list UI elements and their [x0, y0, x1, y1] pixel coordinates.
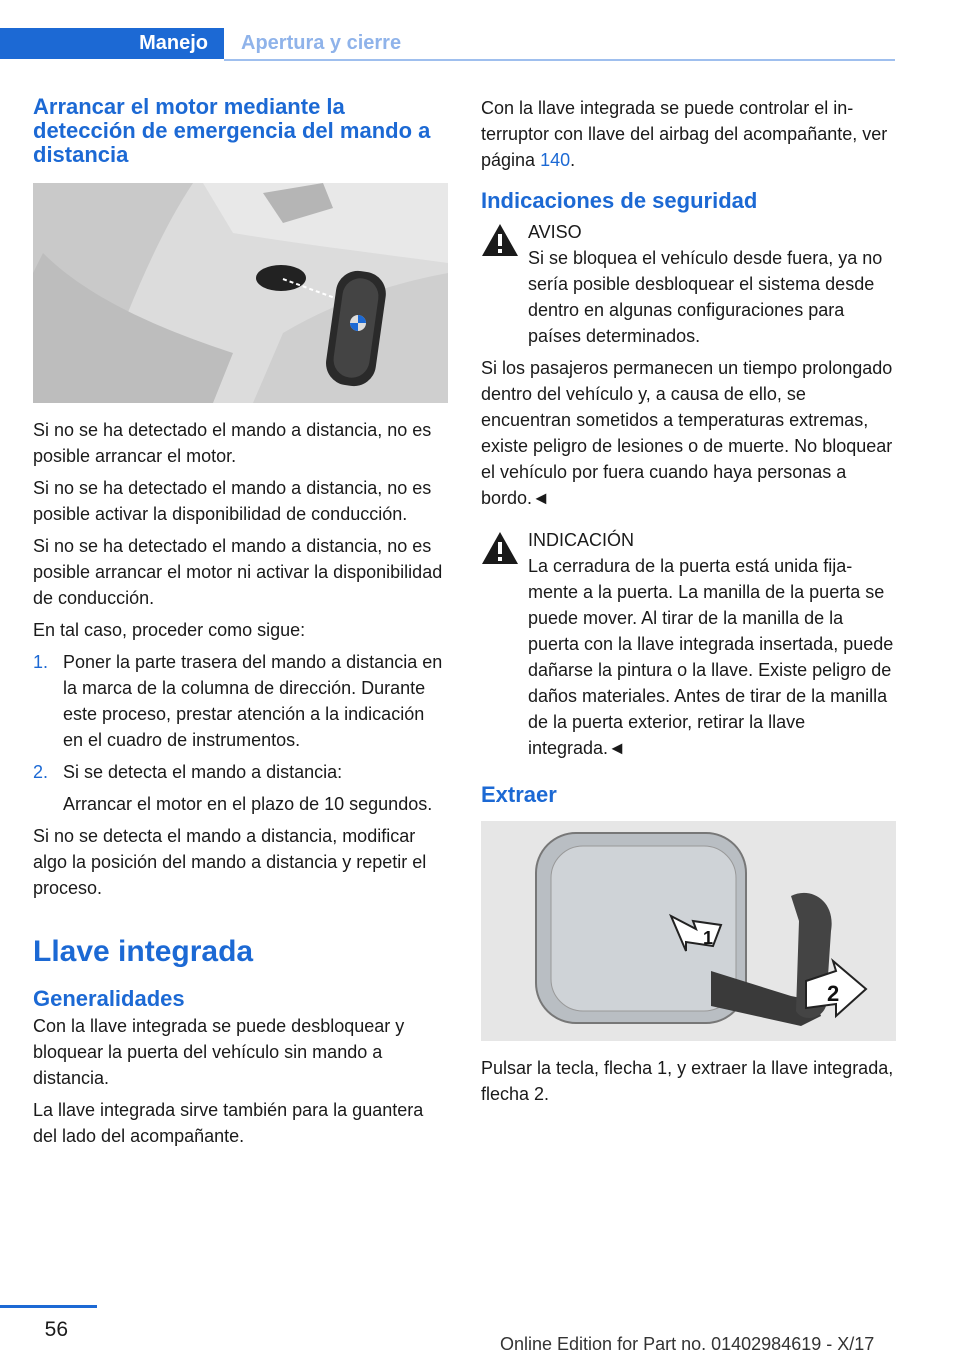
step-text: Poner la parte trasera del mando a distancia en la marca de la columna de dirección. Durante este proceso, prestar atención a la indicación en el cuadro de instrumentos. [63, 652, 443, 750]
page-number: 56 [44, 1318, 68, 1341]
step-number: 2. [33, 762, 49, 782]
chapter-header [0, 28, 895, 61]
right-column [481, 95, 896, 1113]
paragraph-text: . [570, 150, 576, 170]
paragraph: Si no se ha detectado el mando a distancia, no es posible arrancar el motor. [33, 420, 432, 466]
tab-manejo[interactable] [0, 28, 224, 59]
paragraph: En tal caso, proceder como sigue: [33, 620, 306, 640]
warning-text-first: Si se bloquea el vehículo desde fuera, ya no sería posible desbloquear el sistema desde dentro en algunas configuraciones para países determinados. [528, 248, 883, 346]
warning-title: AVISO [528, 222, 582, 242]
paragraph: Si no se detecta el mando a distancia, modificar algo la posición del mando a distancia y repetir el proceso. [33, 826, 427, 898]
paragraph-airbag [481, 95, 896, 173]
subsection-heading-generalidades: Generalidades [33, 986, 185, 1011]
tab-apertura-label[interactable]: Apertura y cierre [241, 32, 402, 54]
warning-block-indicacion [481, 527, 896, 761]
arrow-label-2: 2 [827, 981, 840, 1006]
paragraph: Con la llave integrada se puede desbloquear y bloquear la puerta del vehículo sin mando a distancia. [33, 1016, 405, 1088]
subsection-heading-extraer: Extraer [481, 782, 557, 807]
warning-triangle-icon [481, 223, 519, 257]
warning-title: INDICACIÓN [528, 530, 635, 550]
list-item [33, 759, 448, 817]
step-subtext: Arrancar el motor en el plazo de 10 segundos. [63, 794, 433, 814]
warning-block-aviso [481, 219, 896, 349]
header-rule [224, 59, 895, 61]
step-number: 1. [33, 652, 49, 672]
key-extraction-illustration [481, 821, 896, 1041]
step-text: Si se detecta el mando a distancia: [63, 762, 343, 782]
arrow-label-1: 1 [703, 928, 714, 948]
paragraph-text: Con la llave integrada se puede controlar el interruptor con llave del airbag del acompañante, ver página [481, 98, 888, 170]
footer-rule [0, 1305, 97, 1308]
steps-list [33, 649, 448, 817]
page-link-140[interactable]: 140 [540, 150, 571, 170]
steering-column-figure [33, 183, 448, 403]
key-extraction-figure [481, 821, 896, 1041]
tab-manejo-label: Manejo [139, 32, 208, 54]
paragraph: La llave integrada sirve también para la guantera del lado del acompañante. [33, 1100, 424, 1146]
subsection-heading-seguridad: Indicaciones de seguridad [481, 188, 758, 213]
paragraph: Si no se ha detectado el mando a distancia, no es posible activar la disponibilidad de conducción. [33, 478, 432, 524]
warning-triangle-icon [481, 531, 519, 565]
paragraph: Pulsar la tecla, flecha 1, y extraer la llave integrada, flecha 2. [481, 1058, 894, 1104]
edition-footer: Online Edition for Part no. 01402984619 - X/17 [500, 1334, 875, 1354]
steering-column-illustration [33, 183, 448, 403]
list-item [33, 649, 448, 753]
section-title-llave-integrada: Llave integrada [33, 935, 254, 968]
left-column [33, 95, 448, 1155]
section-heading-emergency-start: Arrancar el motor mediante la detección de emergencia del mando a distancia [33, 94, 431, 167]
warning-text: Si los pasajeros permanecen un tiempo prolongado dentro del vehículo y, a causa de ello, se encuentran sometidos a temperaturas extremas, existe peligro de lesiones o de muerte. No bloquear el vehículo por fuera cuando haya personas a bordo.◄ [481, 358, 893, 508]
warning-text: La cerradura de la puerta está unida fijamente a la puerta. La manilla de la puerta se puede mover. Al tirar de la manilla de la puerta con la llave integrada insertada, puede dañarse la pintura o la llave. Existe peligro de daños materiales. Antes de tirar de la manilla de la puerta exterior, retirar la llave integrada.◄ [528, 556, 894, 758]
paragraph: Si no se ha detectado el mando a distancia, no es posible arrancar el motor ni activar la disponibilidad de conducción. [33, 536, 443, 608]
